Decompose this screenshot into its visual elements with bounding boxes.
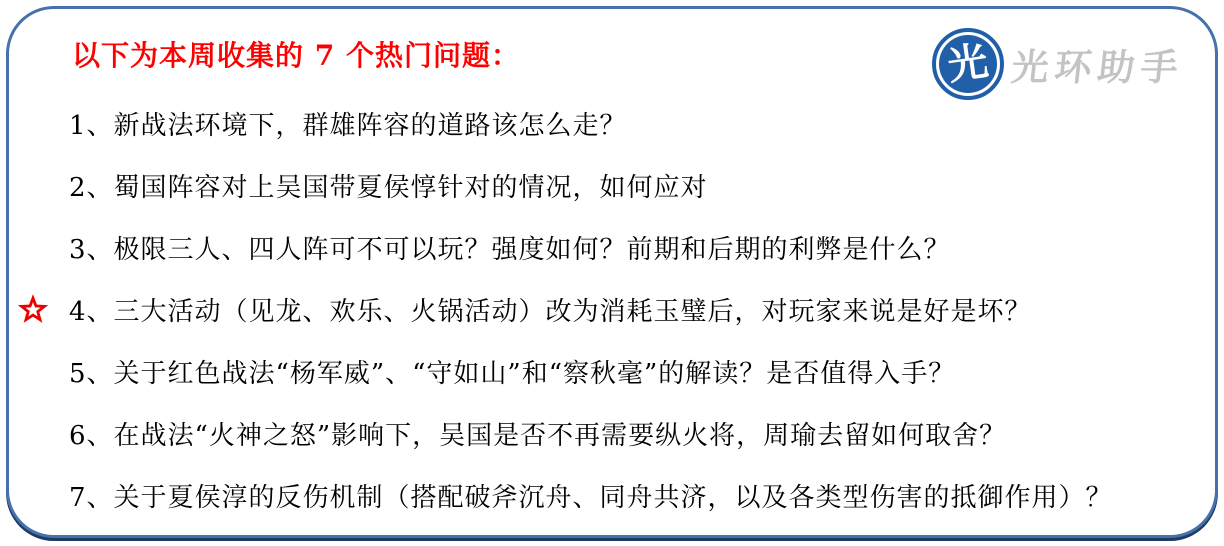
list-item [8,154,1204,216]
question-text: 2、蜀国阵容对上吴国带夏侯惇针对的情况，如何应对 [69,172,708,203]
question-text: 7、关于夏侯淳的反伤机制（搭配破斧沉舟、同舟共济，以及各类型伤害的抵御作用）？ [69,482,1113,513]
star-cell [8,230,69,264]
star-icon [16,292,50,326]
logo-disc [939,35,997,93]
question-text: 1、新战法环境下，群雄阵容的道路该怎么走？ [69,110,627,141]
star-cell [8,168,69,202]
star-cell [8,354,69,388]
question-list [8,92,1204,526]
question-text: 4、三大活动（见龙、欢乐、火锅活动）改为消耗玉璧后，对玩家来说是好是坏？ [69,296,1032,327]
logo-wordmark: 光环助手 [1009,45,1186,89]
list-item [8,278,1204,340]
logo-circle-icon [932,28,1004,100]
question-text: 5、关于红色战法“杨军威”、“守如山”和“察秋毫”的解读？是否值得入手？ [69,358,956,389]
question-text: 6、在战法“火神之怒”影响下，吴国是否不再需要纵火将，周瑜去留如何取舍？ [69,420,1007,451]
question-text: 3、极限三人、四人阵可不可以玩？强度如何？前期和后期的利弊是什么？ [69,234,951,265]
list-item [8,340,1204,402]
logo-glyph: 光 [944,38,992,90]
star-cell [8,478,69,512]
page-title: 以下为本周收集的 7 个热门问题： [72,39,520,72]
list-item [8,402,1204,464]
star-cell [8,106,69,140]
list-item [8,464,1204,526]
star-cell [8,292,69,326]
list-item [8,92,1204,154]
list-item [8,216,1204,278]
star-cell [8,416,69,450]
guanghuan-logo [932,28,1184,100]
